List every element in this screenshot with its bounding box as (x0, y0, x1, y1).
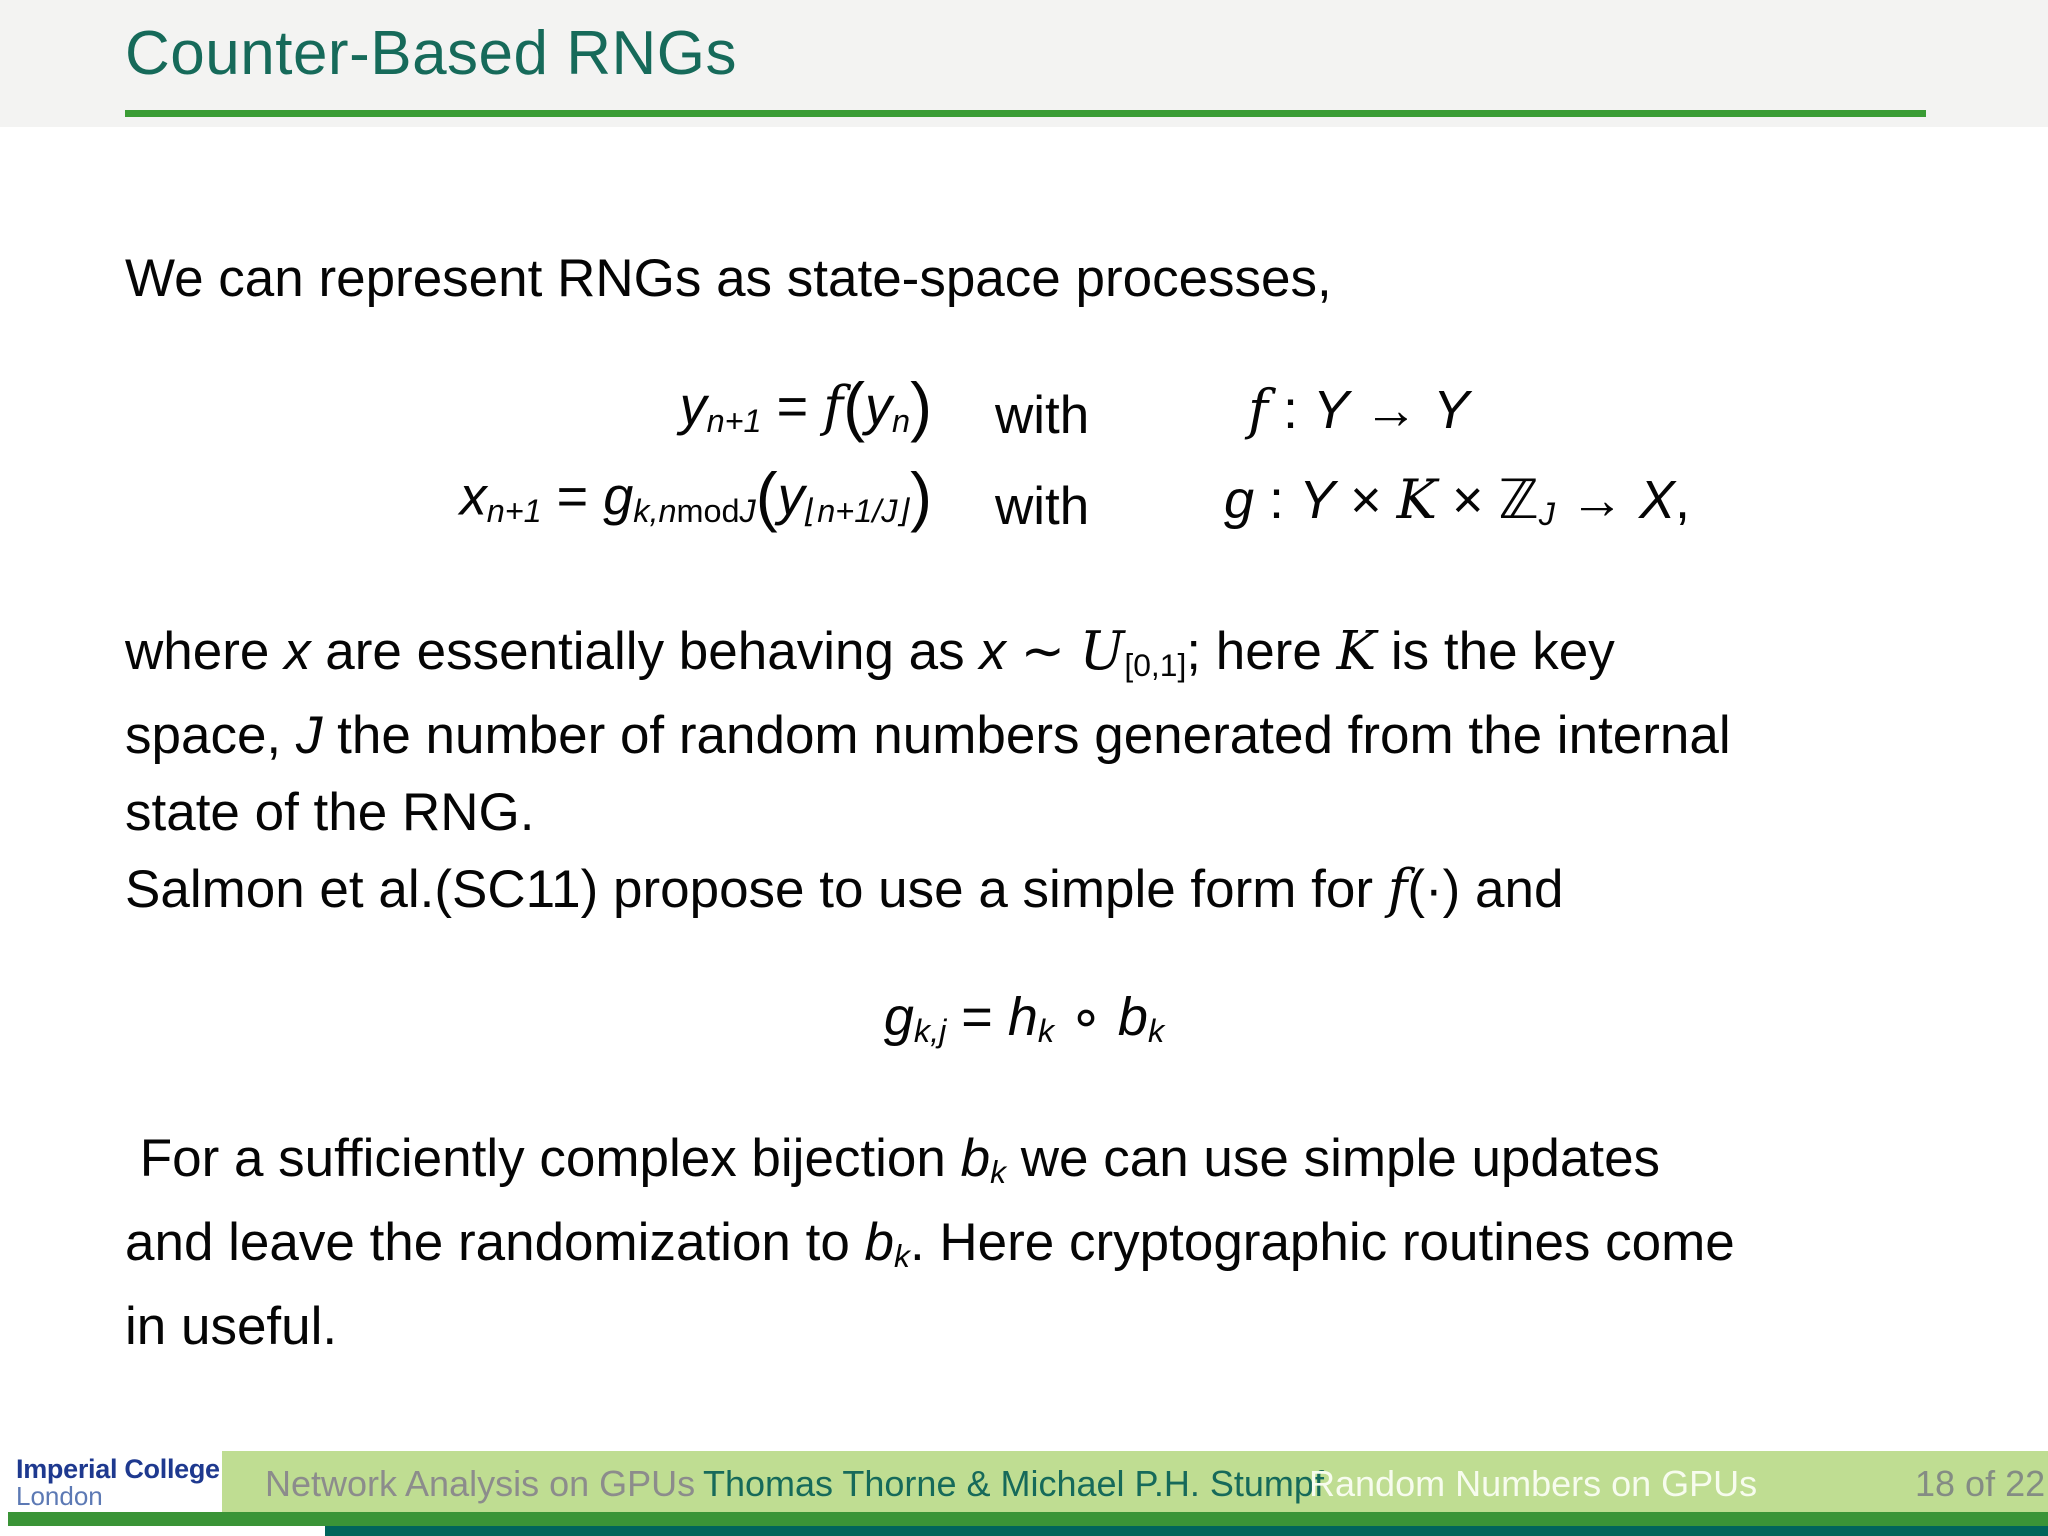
equation-2-lhs (0, 459, 932, 533)
text-segment: K (1396, 468, 1437, 531)
text-segment: × (1436, 470, 1499, 530)
text-segment: b (1117, 987, 1148, 1047)
imperial-college-logo (16, 1455, 220, 1511)
text-segment: ; here (1186, 622, 1337, 681)
text-segment: X (1638, 470, 1675, 530)
equation-2-mapping (1224, 468, 1690, 531)
text-segment: K (1336, 621, 1377, 682)
text-segment: n+1 (706, 402, 762, 439)
logo-line1: Imperial College (16, 1454, 220, 1484)
text-segment: the number of random numbers generated from the internal (322, 706, 1731, 765)
text-segment: We can represent RNGs as state-space processes, (125, 249, 1332, 308)
text-segment: Y (1299, 470, 1336, 530)
text-segment: k (990, 1153, 1007, 1190)
equation-1-with: with (995, 386, 1090, 445)
equation-1-lhs (0, 369, 932, 443)
text-segment: . Here cryptographic routines come (909, 1213, 1735, 1272)
text-segment: → (1349, 380, 1434, 440)
text-segment: f (1248, 378, 1268, 441)
text-segment: f (1387, 859, 1408, 920)
footer-page-number: 18 of 22 (1915, 1463, 2046, 1504)
text-segment: ⌊n+1/J⌋ (804, 492, 911, 529)
text-segment: Y (1313, 380, 1350, 440)
closing-paragraph (125, 1120, 2025, 1365)
text-segment: [0,1] (1124, 646, 1187, 683)
text-segment: k (1147, 1013, 1165, 1050)
equation-2-with: with (995, 477, 1090, 536)
text-segment: k (894, 1237, 910, 1274)
text-segment: and leave the randomization to (125, 1213, 865, 1272)
text-segment: where (125, 622, 285, 681)
text-segment: ) (910, 459, 932, 533)
text-segment: are essentially behaving as (310, 622, 980, 681)
equation-3 (0, 985, 2048, 1048)
text-segment: n+1 (486, 492, 542, 529)
intro-paragraph (125, 240, 2025, 317)
text-segment: n (892, 402, 911, 439)
text-segment: ℤ (1498, 470, 1539, 530)
text-segment: J (739, 492, 756, 529)
text-segment: → (1554, 470, 1639, 530)
text-segment: b (960, 1129, 991, 1188)
text-segment: (·) and (1407, 860, 1564, 919)
body-paragraph (125, 613, 2025, 928)
text-segment: × (1335, 470, 1397, 530)
text-segment: k,j (913, 1013, 947, 1050)
text-segment: k (1037, 1013, 1055, 1050)
text-segment: mod (676, 492, 740, 529)
text-segment: x (459, 466, 487, 527)
text-segment: y (865, 376, 893, 437)
text-segment: g (603, 466, 634, 527)
footer-authors: Thomas Thorne & Michael P.H. Stumpf (703, 1463, 1324, 1504)
text-segment: = (541, 466, 604, 527)
text-segment: J (295, 706, 323, 765)
text-segment: f (823, 374, 844, 438)
text-segment: space, (125, 706, 296, 765)
text-segment: Salmon et al.(SC11) propose to use a simple form for (125, 860, 1388, 919)
text-segment: in useful. (125, 1297, 338, 1356)
footer-section-title: Random Numbers on GPUs (1309, 1463, 1758, 1504)
text-segment: b (864, 1213, 895, 1272)
text-segment: J (1538, 496, 1555, 533)
text-segment: , (1675, 470, 1691, 530)
text-segment: we can use simple updates (1006, 1129, 1661, 1188)
text-segment: y (777, 466, 805, 527)
text-segment: : (1268, 380, 1314, 440)
title-underline (125, 110, 1926, 117)
text-segment: = (761, 376, 824, 437)
text-segment: ∘ (1054, 987, 1118, 1047)
text-segment: h (1007, 987, 1038, 1047)
text-segment: g (1224, 470, 1255, 530)
footer-presentation-title: Network Analysis on GPUs (265, 1463, 696, 1504)
text-segment: is the key (1376, 622, 1615, 681)
logo-line2: London (16, 1481, 103, 1512)
text-segment: ( (755, 459, 778, 533)
text-segment: state of the RNG. (125, 783, 535, 842)
text-segment: y (679, 376, 707, 437)
text-segment: g (883, 987, 914, 1047)
footer-green-bar (8, 1512, 2048, 1526)
title-bar (0, 0, 2048, 127)
text-segment: ) (910, 369, 932, 443)
text-segment: ( (843, 369, 866, 443)
text-segment: x (979, 622, 1006, 681)
text-segment: Y (1433, 380, 1470, 440)
page-title: Counter-Based RNGs (125, 19, 738, 88)
text-segment: For a sufficiently complex bijection (125, 1129, 961, 1188)
text-segment: ∼ (1005, 622, 1080, 681)
text-segment: x (284, 622, 311, 681)
text-segment: U (1079, 621, 1125, 682)
text-segment: = (946, 987, 1008, 1047)
equation-1-mapping (1248, 378, 1469, 441)
text-segment: k,n (633, 492, 677, 529)
text-segment: : (1254, 470, 1300, 530)
footer-teal-bar (325, 1526, 2048, 1536)
